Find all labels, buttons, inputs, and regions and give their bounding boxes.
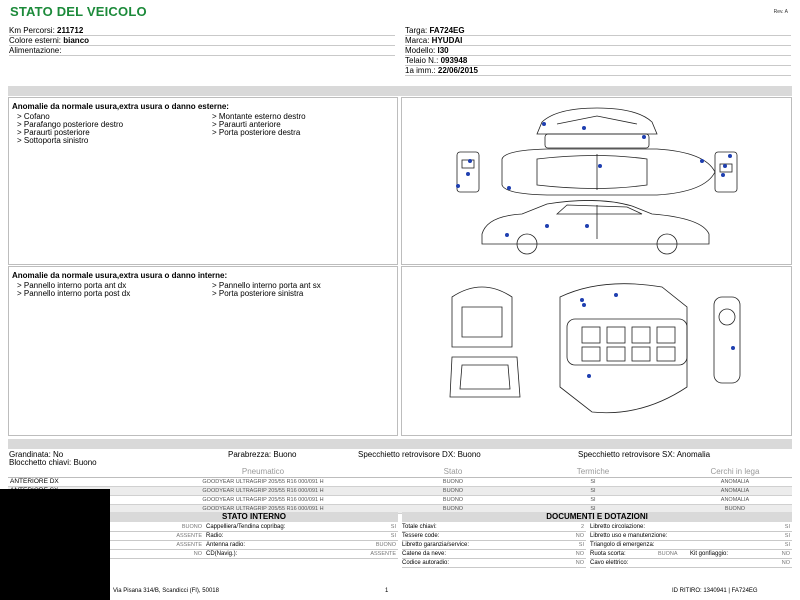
interno-label: Radio:: [206, 533, 224, 539]
section-divider-bar-2: [8, 439, 792, 449]
car-exterior-diagram: [447, 104, 747, 262]
internal-damage-panel: [8, 266, 398, 436]
list-item: [590, 541, 792, 550]
tyre-state: BUONO: [388, 477, 518, 486]
doc-label: Libretto circolazione:: [590, 524, 646, 530]
doc-value: 2: [580, 524, 584, 530]
tyre-position: ANTERIORE DX: [8, 477, 138, 486]
blocchetto-status: Blocchetto chiavi: Buono: [9, 458, 97, 467]
damage-item: > Paraurti posteriore: [17, 128, 90, 137]
damage-item: > Paraurti anteriore: [212, 120, 281, 129]
interno-label: Antenna radio:: [206, 542, 246, 548]
doc-value: BUONA: [658, 551, 678, 557]
doc-value: SI: [784, 533, 790, 539]
interno-label: CD(Navig.):: [206, 551, 238, 557]
tyre-model: GOODYEAR ULTRAGRIP 205/55 R16 000/091 H: [138, 477, 388, 486]
tyre-thermal: SI: [518, 477, 668, 486]
tyre-state: BUONO: [388, 504, 518, 513]
interno-value: BUONO: [375, 542, 396, 548]
doc-label: Tessere code:: [402, 533, 440, 539]
info-km: Km Percorsi: 211712: [9, 26, 395, 36]
documenti-header: DOCUMENTI E DOTAZIONI: [402, 512, 792, 522]
doc-label: Cavo elettrico:: [590, 560, 629, 566]
doc-value: NO: [781, 560, 790, 566]
list-item: [590, 523, 792, 532]
page-title: STATO DEL VEICOLO: [10, 4, 147, 19]
tyre-model: GOODYEAR ULTRAGRIP 205/55 R16 000/091 H: [138, 495, 388, 504]
internal-diagram-panel: [401, 266, 792, 436]
doc-value: SI: [578, 542, 584, 548]
damage-item: > Cofano: [17, 112, 50, 121]
list-item: [590, 559, 792, 568]
doc-value: NO: [575, 560, 584, 566]
parabrezza-status: Parabrezza: Buono: [228, 450, 297, 459]
stato-interno-rows: [110, 523, 398, 559]
info-targa: Targa: FA724EG: [405, 26, 791, 36]
table-row: [8, 477, 792, 486]
damage-item: > Pannello interno porta post dx: [17, 289, 131, 298]
doc-value: NO: [781, 551, 790, 557]
tyre-thermal: SI: [518, 486, 668, 495]
info-telaio: Telaio N.: 093948: [405, 56, 791, 66]
info-alimentazione: Alimentazione:: [9, 46, 395, 56]
external-damage-list: [17, 113, 387, 145]
tyre-model: GOODYEAR ULTRAGRIP 205/55 R16 000/091 H: [138, 504, 388, 513]
tyres-table: [8, 467, 792, 514]
revision-label: Rev. A: [773, 9, 788, 15]
info-immatricolazione: 1a imm.: 22/06/2015: [405, 66, 791, 76]
specchietto-sx-status: Specchietto retrovisore SX: Anomalia: [578, 450, 711, 459]
tyres-header-stato: Stato: [388, 467, 518, 477]
list-item: [402, 550, 586, 559]
interno-value-left: BUONO: [181, 524, 202, 530]
tyre-thermal: SI: [518, 495, 668, 504]
tyre-rims: ANOMALIA: [678, 495, 792, 504]
footer-id: ID RITIRO: 1340941 | FA724EG: [672, 588, 758, 594]
list-item: [402, 541, 586, 550]
damage-item: > Parafango posteriore destro: [17, 120, 124, 129]
list-item: [110, 532, 398, 541]
interno-value: ASSENTE: [370, 551, 396, 557]
doc-label: Libretto garanzia/service:: [402, 542, 470, 548]
tyre-state: BUONO: [388, 495, 518, 504]
damage-item: > Sottoporta sinistro: [17, 136, 89, 145]
tyres-header-termiche: Termiche: [518, 467, 668, 477]
damage-item: > Pannello interno porta ant sx: [212, 281, 321, 290]
interno-value-left: ASSENTE: [176, 542, 202, 548]
doc-value: SI: [784, 542, 790, 548]
car-interior-diagram: [442, 277, 782, 427]
list-item: [402, 532, 586, 541]
interno-value-left: NO: [193, 551, 202, 557]
doc-value: NO: [575, 533, 584, 539]
list-item: [590, 550, 792, 559]
footer-address: Via Pisana 314/B, Scandicci (FI), 50018: [113, 588, 219, 594]
vehicle-info-left: [9, 26, 395, 56]
doc-label: Kit gonfiaggio:: [690, 551, 729, 557]
list-item: [110, 523, 398, 532]
info-modello: Modello: I30: [405, 46, 791, 56]
doc-label: Catene da neve:: [402, 551, 447, 557]
section-divider-bar: [8, 86, 792, 96]
specchietto-dx-status: Specchietto retrovisore DX: Buono: [358, 450, 481, 459]
redaction-box: [0, 489, 110, 600]
table-row: [8, 486, 792, 495]
tyre-rims: ANOMALIA: [678, 486, 792, 495]
internal-damage-title: Anomalie da normale usura,extra usura o danno interne:: [12, 271, 228, 280]
list-item: [590, 532, 792, 541]
damage-item: > Porta posteriore sinistra: [212, 289, 304, 298]
tyres-header-cerchi: Cerchi in lega: [678, 467, 792, 477]
doc-label: Totale chiavi:: [402, 524, 437, 530]
list-item: [402, 559, 586, 568]
tyre-model: GOODYEAR ULTRAGRIP 205/55 R16 000/091 H: [138, 486, 388, 495]
tyre-thermal: SI: [518, 504, 668, 513]
info-colore: Colore esterni: bianco: [9, 36, 395, 46]
interno-value: SI: [390, 533, 396, 539]
doc-label: Ruota scorta:: [590, 551, 626, 557]
doc-label: Triangolo di emergenza:: [590, 542, 655, 548]
documenti-left-rows: [402, 523, 586, 568]
damage-item: [212, 137, 387, 145]
grandinata-status: Grandinata: No: [9, 450, 64, 459]
list-item: [110, 541, 398, 550]
tyres-header-row: [8, 467, 792, 477]
damage-item: > Montante esterno destro: [212, 112, 306, 121]
list-item: [110, 550, 398, 559]
internal-damage-list: [17, 282, 387, 298]
tyre-state: BUONO: [388, 486, 518, 495]
info-marca: Marca: HYUDAI: [405, 36, 791, 46]
tyre-rims: ANOMALIA: [678, 477, 792, 486]
tyre-rims: BUONO: [678, 504, 792, 513]
table-row: [8, 495, 792, 504]
external-damage-title: Anomalie da normale usura,extra usura o danno esterne:: [12, 102, 229, 111]
interno-value: SI: [390, 524, 396, 530]
list-item: [402, 523, 586, 532]
doc-value: NO: [575, 551, 584, 557]
footer-page-number: 1: [385, 588, 389, 594]
tyres-header-pneumatico: Pneumatico: [138, 467, 388, 477]
interno-label: Cappelliera/Tendina copribag:: [206, 524, 286, 530]
doc-label: Libretto uso e manutenzione:: [590, 533, 668, 539]
stato-interno-header: STATO INTERNO: [110, 512, 398, 522]
doc-label: Codice autoradio:: [402, 560, 450, 566]
doc-value: SI: [784, 524, 790, 530]
external-diagram-panel: [401, 97, 792, 265]
interno-value-left: ASSENTE: [176, 533, 202, 539]
damage-item: > Pannello interno porta ant dx: [17, 281, 127, 290]
damage-item: > Porta posteriore destra: [212, 128, 301, 137]
documenti-right-rows: [590, 523, 792, 568]
vehicle-info-right: [405, 26, 791, 76]
external-damage-panel: [8, 97, 398, 265]
